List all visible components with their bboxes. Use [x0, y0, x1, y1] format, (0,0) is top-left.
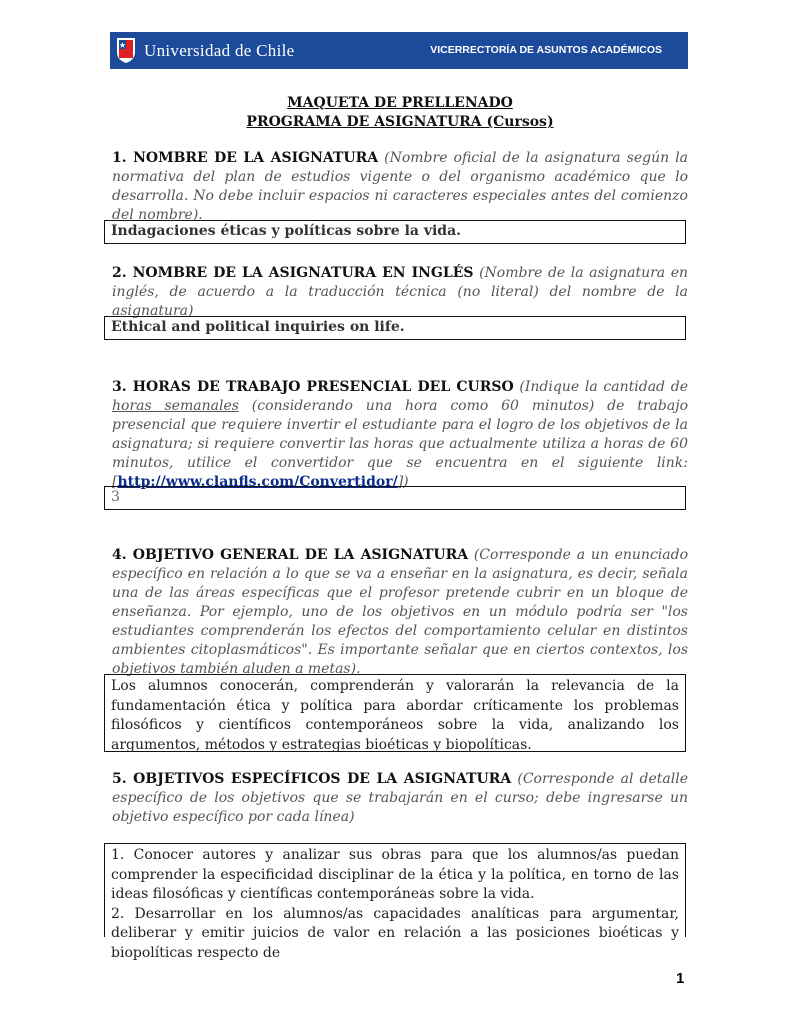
document-title: [100, 94, 700, 132]
specific-objective-item: 1. Conocer autores y analizar sus obras para que los alumnos/as puedan comprender la especificidad disciplinar de la ética y la política, en torno de las ideas filosóficas y científicas contemporáneas sobre la vida.: [111, 847, 679, 902]
section-2-description: [112, 264, 688, 321]
converter-link[interactable]: http://www.clanfls.com/Convertidor/: [117, 474, 398, 490]
university-name: Universidad de Chile: [144, 41, 295, 60]
section-3-hint-a: (Indique la cantidad de: [519, 379, 688, 395]
section-3-heading: 3. HORAS DE TRABAJO PRESENCIAL DEL CURSO: [112, 379, 514, 395]
section-2-hint: (Nombre de la asignatura en inglés, de acuerdo a la traducción técnica (no literal) del nombre de la asignatura): [112, 265, 689, 319]
section-1-heading: 1. NOMBRE DE LA ASIGNATURA: [112, 150, 379, 166]
specific-objective-item: 2. Desarrollar en los alumnos/as capacidades analíticas para argumentar, deliberar y emitir juicios de valor en relación a las posiciones bioéticas y biopolíticas respecto de: [111, 905, 679, 961]
section-1-hint: (Nombre oficial de la asignatura según la normativa del plan de estudios vigente o del organismo académico que lo desarrolla. No debe incluir espacios ni caracteres especiales antes del comienzo del nombre).: [112, 150, 688, 223]
section-4-description: [112, 546, 688, 679]
section-3-hint-c: ]): [397, 474, 409, 490]
section-2-heading: 2. NOMBRE DE LA ASIGNATURA EN INGLÉS: [112, 265, 474, 281]
header-banner: [110, 32, 688, 69]
course-name-field[interactable]: Indagaciones éticas y políticas sobre la vida.: [104, 220, 686, 244]
office-name: VICERRECTORÍA DE ASUNTOS ACADÉMICOS: [430, 44, 662, 56]
page-number: 1: [676, 970, 685, 987]
section-1-description: [112, 149, 688, 225]
specific-objectives-field[interactable]: [104, 843, 686, 961]
section-5-heading: 5. OBJETIVOS ESPECÍFICOS DE LA ASIGNATURA: [112, 771, 512, 787]
section-4-hint: (Corresponde a un enunciado específico en relación a lo que se va a enseñar en la asignatura, es decir, señala una de las áreas específicas que el profesor pretende cubrir en un bloque de enseñanza. Por ejemplo, uno de los objetivos en un módulo podría ser "los estudiantes comprenderán los efectos del comportamiento celular en distintos ambientes citoplasmáticos". Es importante señalar que en ciertos contextos, los objetivos también aluden a metas).: [112, 547, 688, 677]
section-5-hint: (Corresponde al detalle específico de los objetivos que se trabajarán en el curso; debe ingresarse un objetivo específico por cada línea): [112, 771, 689, 825]
title-line-1: MAQUETA DE PRELLENADO: [287, 95, 513, 111]
title-line-2: PROGRAMA DE ASIGNATURA (Cursos): [246, 114, 554, 130]
section-4-heading: 4. OBJETIVO GENERAL DE LA ASIGNATURA: [112, 547, 469, 563]
section-3-hint-b: (considerando una hora como 60 minutos) de trabajo presencial que requiere invertir el estudiante para el logro de los objetivos de la asignatura; si requiere convertir las horas que actualmente utiliza a horas de 60 minutos, utilice el convertidor que se encuentra en el siguiente link: [: [112, 398, 689, 490]
section-3-hint-underlined: horas semanales: [112, 398, 239, 414]
university-crest-icon: [116, 36, 136, 64]
course-name-english-field[interactable]: Ethical and political inquiries on life.: [104, 316, 686, 340]
weekly-hours-field[interactable]: 3: [104, 486, 686, 510]
general-objective-field[interactable]: Los alumnos conocerán, comprenderán y valorarán la relevancia de la fundamentación ética y política para abordar críticamente los problemas filosóficos y científicos contemporáneos sobre la vida, analizando los argumentos, métodos y estrategias bioéticas y biopolíticas.: [104, 674, 686, 752]
section-5-description: [112, 770, 688, 827]
section-3-description: [112, 378, 688, 492]
